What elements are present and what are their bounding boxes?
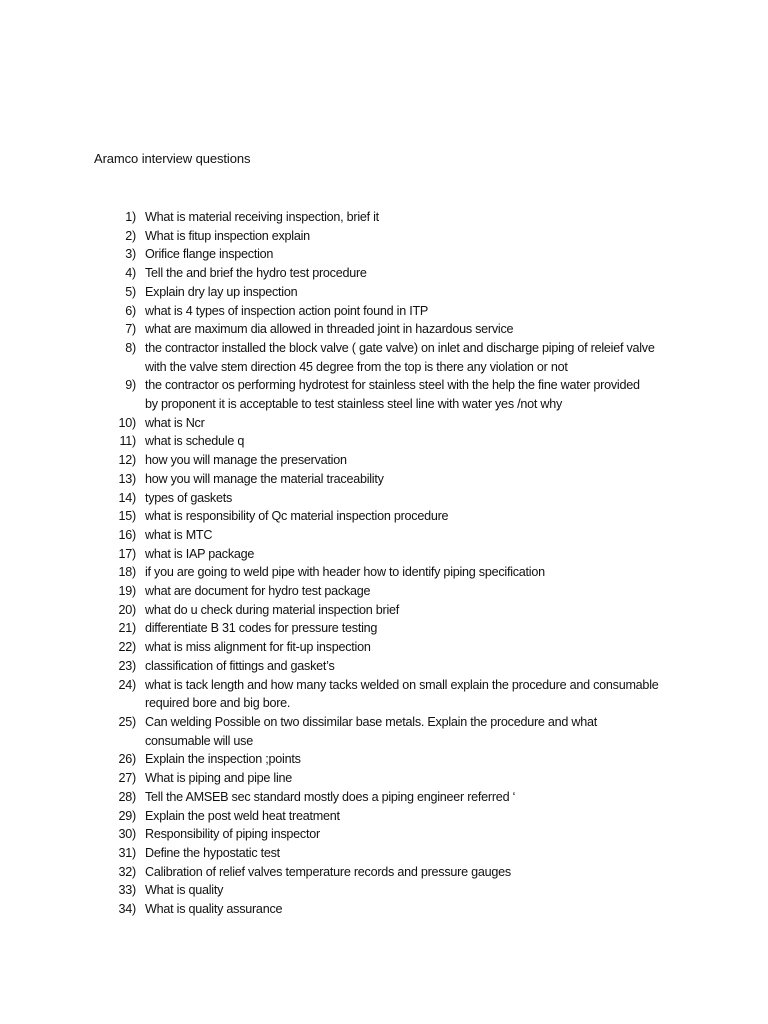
question-text-line: by proponent it is acceptable to test stainless steel line with water yes /not why (145, 397, 563, 412)
question-text (136, 376, 694, 413)
question-number: 3) (125, 247, 136, 262)
question-number: 7) (125, 322, 136, 337)
question-text-line: differentiate B 31 codes for pressure testing (145, 621, 378, 636)
question-text (136, 507, 694, 526)
question-text-line: required bore and big bore. (145, 696, 291, 711)
question-item (94, 863, 694, 882)
question-text (136, 264, 694, 283)
document-title: Aramco interview questions (94, 151, 251, 166)
question-number: 30) (118, 827, 136, 842)
question-text-line: what are document for hydro test package (145, 584, 371, 599)
question-number: 8) (125, 340, 136, 355)
question-number: 24) (118, 677, 136, 692)
question-text-line: Responsibility of piping inspector (145, 827, 320, 842)
question-text (136, 638, 694, 657)
question-item (94, 582, 694, 601)
question-item (94, 339, 694, 376)
question-text (136, 713, 694, 750)
question-item (94, 451, 694, 470)
question-text-line: types of gaskets (145, 490, 233, 505)
question-text (136, 601, 694, 620)
question-text-line: if you are going to weld pipe with header how to identify piping specification (145, 565, 545, 580)
question-text-line: classification of fittings and gasket’s (145, 658, 335, 673)
question-number: 11) (119, 434, 136, 449)
question-number: 1) (125, 210, 136, 224)
question-text-line: what is responsibility of Qc material inspection procedure (145, 509, 449, 524)
question-number: 2) (125, 228, 136, 243)
question-item (94, 264, 694, 283)
question-text-line: What is quality (145, 883, 224, 898)
question-text (136, 245, 694, 264)
question-text-line: what is Ncr (145, 415, 205, 430)
question-text (136, 900, 694, 919)
question-text (136, 432, 694, 451)
question-text-line: what is schedule q (145, 434, 245, 449)
question-item (94, 489, 694, 508)
question-list (94, 208, 694, 919)
question-item (94, 302, 694, 321)
question-item (94, 676, 694, 713)
question-item (94, 844, 694, 863)
question-text (136, 788, 694, 807)
question-number: 23) (118, 658, 136, 673)
question-text-line: What is fitup inspection explain (145, 228, 310, 243)
question-text (136, 750, 694, 769)
question-text (136, 489, 694, 508)
question-text-line: Explain the inspection ;points (145, 752, 301, 767)
question-text-line: Define the hypostatic test (145, 845, 280, 860)
question-text-line: consumable will use (145, 733, 253, 748)
question-text (136, 339, 694, 376)
question-text (136, 414, 694, 433)
question-text-line: Tell the AMSEB sec standard mostly does a piping engineer referred ‘ (145, 789, 516, 804)
question-number: 21) (118, 621, 136, 636)
question-item (94, 227, 694, 246)
question-number: 4) (125, 266, 136, 281)
question-text-line: what do u check during material inspection brief (145, 602, 400, 617)
question-item (94, 526, 694, 545)
question-item (94, 825, 694, 844)
question-text-line: how you will manage the material traceability (145, 471, 384, 486)
question-item (94, 713, 694, 750)
question-text (136, 208, 694, 227)
question-number: 32) (118, 864, 136, 879)
question-number: 18) (118, 565, 136, 580)
question-item (94, 750, 694, 769)
question-item (94, 563, 694, 582)
question-text-line: how you will manage the preservation (145, 453, 347, 468)
question-text-line: what is tack length and how many tacks welded on small explain the procedure and consumable (145, 677, 659, 692)
question-text-line: what are maximum dia allowed in threaded joint in hazardous service (145, 322, 514, 337)
question-text-line: What is piping and pipe line (145, 771, 293, 786)
question-number: 14) (118, 490, 136, 505)
question-number: 15) (118, 509, 136, 524)
question-number: 28) (118, 789, 136, 804)
question-number: 9) (125, 378, 136, 393)
question-text (136, 863, 694, 882)
question-text (136, 320, 694, 339)
question-item (94, 657, 694, 676)
question-text (136, 844, 694, 863)
question-item (94, 638, 694, 657)
question-number: 13) (118, 471, 136, 486)
question-number: 25) (118, 714, 136, 729)
question-item (94, 788, 694, 807)
question-item (94, 283, 694, 302)
question-item (94, 545, 694, 564)
question-text-line: Tell the and brief the hydro test procedure (145, 266, 367, 281)
question-text-line: the contractor os performing hydrotest for stainless steel with the help the fine water provided (145, 378, 640, 393)
question-number: 12) (118, 453, 136, 468)
question-item (94, 900, 694, 919)
question-text (136, 825, 694, 844)
question-text (136, 582, 694, 601)
question-text-line: What is material receiving inspection, brief it (145, 210, 379, 224)
question-text-line: what is 4 types of inspection action point found in ITP (145, 303, 429, 318)
question-text-line: Orifice flange inspection (145, 247, 274, 262)
question-number: 27) (118, 771, 136, 786)
question-number: 29) (118, 808, 136, 823)
question-number: 5) (125, 284, 136, 299)
question-item (94, 507, 694, 526)
question-item (94, 245, 694, 264)
question-text (136, 563, 694, 582)
question-item (94, 414, 694, 433)
question-text-line: what is MTC (145, 527, 213, 542)
question-text (136, 619, 694, 638)
question-text (136, 451, 694, 470)
question-text (136, 881, 694, 900)
question-text (136, 227, 694, 246)
question-text (136, 676, 694, 713)
question-item (94, 619, 694, 638)
question-item (94, 432, 694, 451)
question-item (94, 601, 694, 620)
question-text-line: What is quality assurance (145, 902, 283, 917)
question-item (94, 769, 694, 788)
question-number: 17) (118, 546, 136, 561)
question-text-line: Explain dry lay up inspection (145, 284, 298, 299)
question-text-line: what is miss alignment for fit-up inspection (145, 640, 371, 655)
question-text (136, 807, 694, 826)
question-text (136, 657, 694, 676)
question-number: 22) (118, 640, 136, 655)
question-text (136, 769, 694, 788)
question-number: 26) (118, 752, 136, 767)
question-number: 10) (118, 415, 136, 430)
question-item (94, 208, 694, 227)
question-text (136, 526, 694, 545)
question-text (136, 283, 694, 302)
question-number: 34) (118, 902, 136, 917)
question-item (94, 881, 694, 900)
question-text-line: Can welding Possible on two dissimilar base metals. Explain the procedure and what (145, 714, 598, 729)
question-number: 20) (118, 602, 136, 617)
question-text-line: the contractor installed the block valve ( gate valve) on inlet and discharge piping of releief valve (145, 340, 655, 355)
question-number: 19) (118, 584, 136, 599)
question-item (94, 807, 694, 826)
question-text (136, 302, 694, 321)
question-text-line: Explain the post weld heat treatment (145, 808, 340, 823)
question-number: 16) (118, 527, 136, 542)
question-text (136, 470, 694, 489)
question-number: 31) (118, 845, 136, 860)
question-item (94, 470, 694, 489)
question-number: 6) (125, 303, 136, 318)
question-text (136, 545, 694, 564)
question-text-line: with the valve stem direction 45 degree from the top is there any violation or not (145, 359, 568, 374)
question-number: 33) (118, 883, 136, 898)
question-text-line: what is IAP package (145, 546, 255, 561)
question-text-line: Calibration of relief valves temperature records and pressure gauges (145, 864, 511, 879)
question-item (94, 376, 694, 413)
question-item (94, 320, 694, 339)
